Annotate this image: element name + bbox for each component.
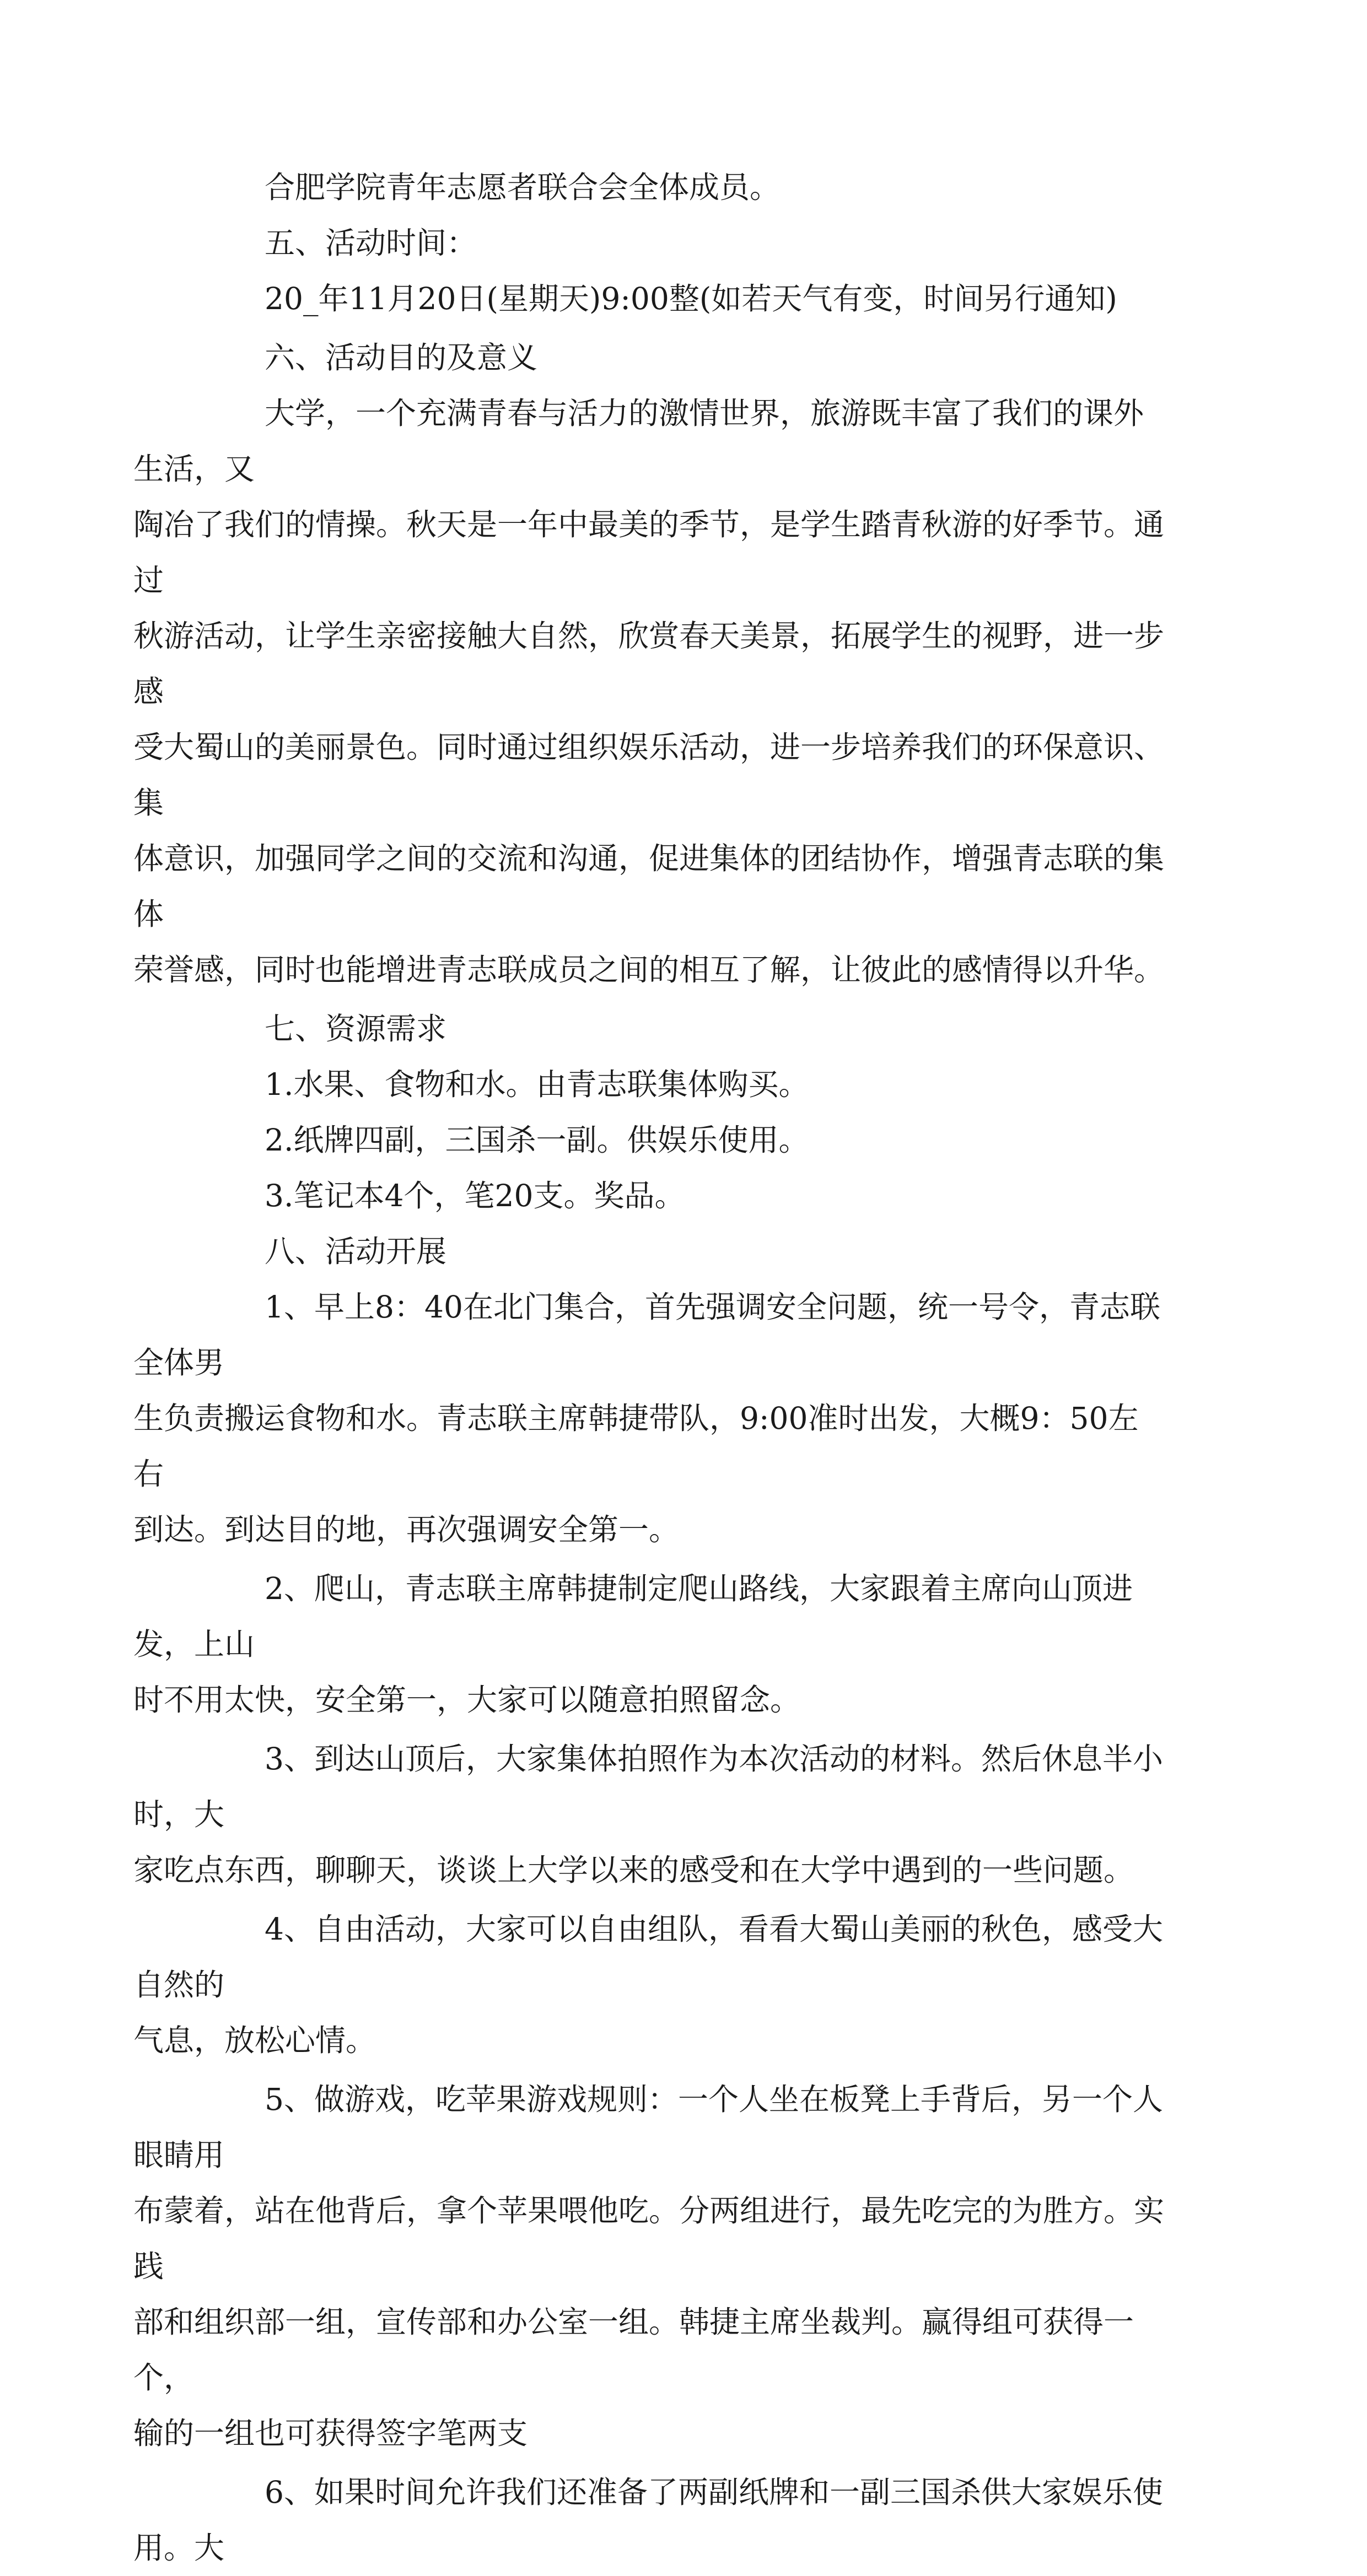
process-step-5: 5、做游戏，吃苹果游戏规则：一个人坐在板凳上手背后，另一个人眼睛用 布蒙着，站在他背后，拿个苹果喂他吃。分两组进行，最先吃完的为胜方。实践 部和组织部一组，宣传部和办公室一组。韩捷主席坐裁判。赢得组可获得一个， 输的一组也可获得签字笔两支 xyxy=(133,2082,1165,2451)
process-step-1: 1、早上8：40在北门集合，首先强调安全问题，统一号令，青志联全体男 生负责搬运食物和水。青志联主席韩捷带队，9:00准时出发，大概9：50左右 到达。到达目的地，再次强调安全第一。 xyxy=(133,1289,1160,1547)
paragraph-activity-time: 20_年11月20日(星期天)9:00整(如若天气有变，时间另行通知) xyxy=(265,281,1117,316)
heading-resources: 七、资源需求 xyxy=(265,1011,447,1046)
paragraph-purpose: 大学，一个充满青春与活力的激情世界，旅游既丰富了我们的课外生活，又 陶冶了我们的情操。秋天是一年中最美的季节，是学生踏青秋游的好季节。通过 秋游活动，让学生亲密接触大自然，欣赏春天美景，拓展学生的视野，进一步感 受大蜀山的美丽景色。同时通过组织娱乐活动，进一步培养我们的环保意识、集 体意识，加强同学之间的交流和沟通，促进集体的团结协作，增强青志联的集体 荣誉感，同时也能增进青志联成员之间的相互了解，让彼此的感情得以升华。 xyxy=(133,396,1165,987)
process-step-6: 6、如果时间允许我们还准备了两副纸牌和一副三国杀供大家娱乐使用。大 xyxy=(133,2475,1163,2566)
resource-item-2: 2.纸牌四副，三国杀一副。供娱乐使用。 xyxy=(265,1122,809,1158)
process-step-3: 3、到达山顶后，大家集体拍照作为本次活动的材料。然后休息半小时，大 家吃点东西，聊聊天，谈谈上大学以来的感受和在大学中遇到的一些问题。 xyxy=(133,1741,1163,1888)
resource-item-3: 3.笔记本4个，笔20支。奖品。 xyxy=(265,1178,685,1213)
resource-item-1: 1.水果、食物和水。由青志联集体购买。 xyxy=(265,1067,809,1102)
document-body xyxy=(133,160,1169,2576)
heading-activity-time: 五、活动时间： xyxy=(265,225,477,261)
heading-activity-process: 八、活动开展 xyxy=(265,1234,447,1269)
paragraph-participants: 合肥学院青年志愿者联合会全体成员。 xyxy=(265,170,781,205)
process-step-2: 2、爬山，青志联主席韩捷制定爬山路线，大家跟着主席向山顶进发，上山 时不用太快，安全第一，大家可以随意拍照留念。 xyxy=(133,1571,1133,1718)
heading-purpose: 六、活动目的及意义 xyxy=(265,340,538,375)
process-step-4: 4、自由活动，大家可以自由组队，看看大蜀山美丽的秋色，感受大自然的 气息，放松心情。 xyxy=(133,1911,1163,2058)
